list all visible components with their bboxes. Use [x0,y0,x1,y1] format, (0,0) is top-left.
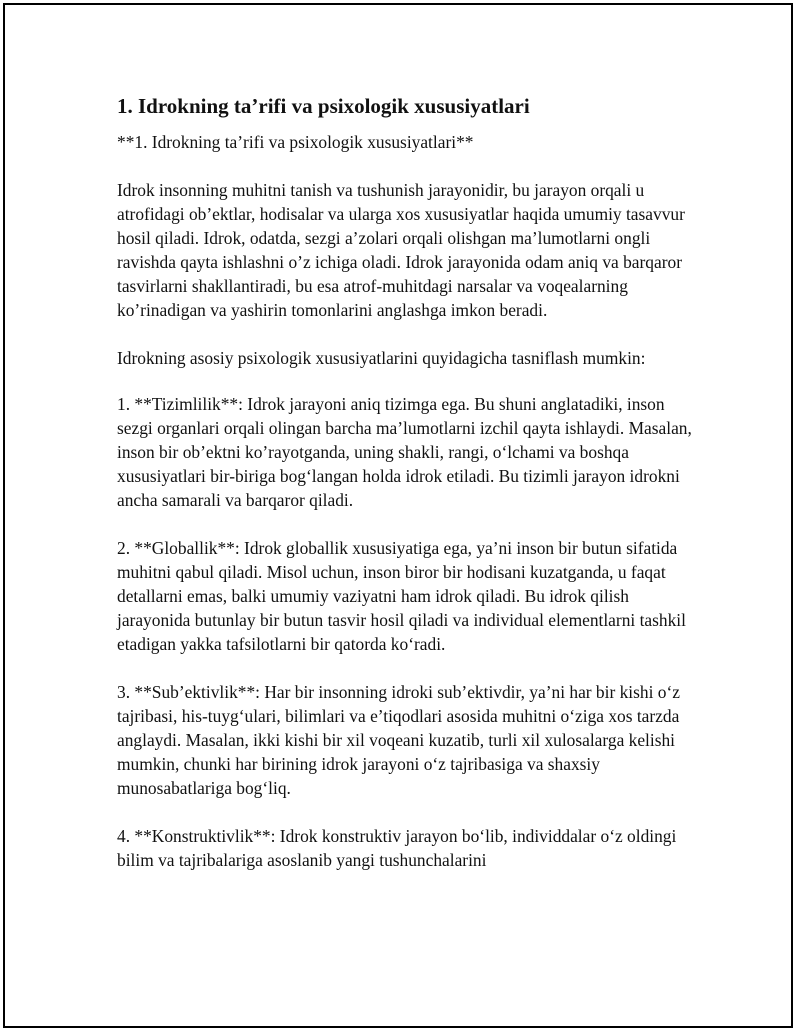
document-body [117,92,697,896]
list-item-subektivlik: 3. **Sub’ektivlik**: Har bir insonning idroki sub’ektivdir, ya’ni har bir kishi o‘z tajribasi, his-tuyg‘ulari, bilimlari va e’tiqodlari asosida muhitni o‘ziga xos tarzda anglaydi. Masalan, ikki kishi bir xil voqeani kuzatib, turli xil xulosalarga kelishi mumkin, chunki har birining idrok jarayoni o‘z tajribasiga va shaxsiy munosabatlariga bog‘liq. [117,682,680,798]
document-title: 1. Idrokning ta’rifi va psixologik xususiyatlari [117,94,530,118]
list-item-globallik: 2. **Globallik**: Idrok globallik xususiyatiga ega, ya’ni inson bir butun sifatida muhitni qabul qiladi. Misol uchun, inson biror bir hodisani kuzatganda, u faqat detallarni emas, balki umumiy vaziyatni ham idrok qiladi. Bu idrok qilish jarayonida butunlay bir butun tasvir hosil qiladi va individual elementlarni tashkil etadigan yakka tafsilotlarni bir qatorda ko‘radi. [117,538,686,654]
list-item-konstruktivlik: 4. **Konstruktivlik**: Idrok konstruktiv jarayon bo‘lib, individdalar o‘z oldingi bilim va tajribalariga asoslanib yangi tushunchalarini [117,826,677,870]
intro-list-paragraph: Idrokning asosiy psixologik xususiyatlarini quyidagicha tasniflash mumkin: [117,348,646,368]
list-item-tizimlilik: 1. **Tizimlilik**: Idrok jarayoni aniq tizimga ega. Bu shuni anglatadiki, inson sezgi organlari orqali olingan barcha ma’lumotlarni izchil qayta ishlaydi. Masalan, inson bir ob’ektni ko’rayotganda, uning shakli, rangi, o‘lchami va boshqa xususiyatlari bir-biriga bog‘langan holda idrok etiladi. Bu tizimli jarayon idrokni ancha samarali va barqaror qiladi. [117,394,692,510]
definition-paragraph: Idrok insonning muhitni tanish va tushunish jarayonidir, bu jarayon orqali u atrofidagi ob’ektlar, hodisalar va ularga xos xususiyatlar haqida umumiy tasavvur hosil qiladi. Idrok, odatda, sezgi a’zolari orqali olishgan ma’lumotlarni ongli ravishda qayta ishlashni o’z ichiga oladi. Idrok jarayonida odam aniq va barqaror tasvirlarni shakllantiradi, bu esa atrof-muhitdagi narsalar va voqealarning ko’rinadigan va yashirin tomonlarini anglashga imkon beradi. [117,180,685,320]
bold-heading-paragraph: **1. Idrokning ta’rifi va psixologik xususiyatlari** [117,132,474,152]
